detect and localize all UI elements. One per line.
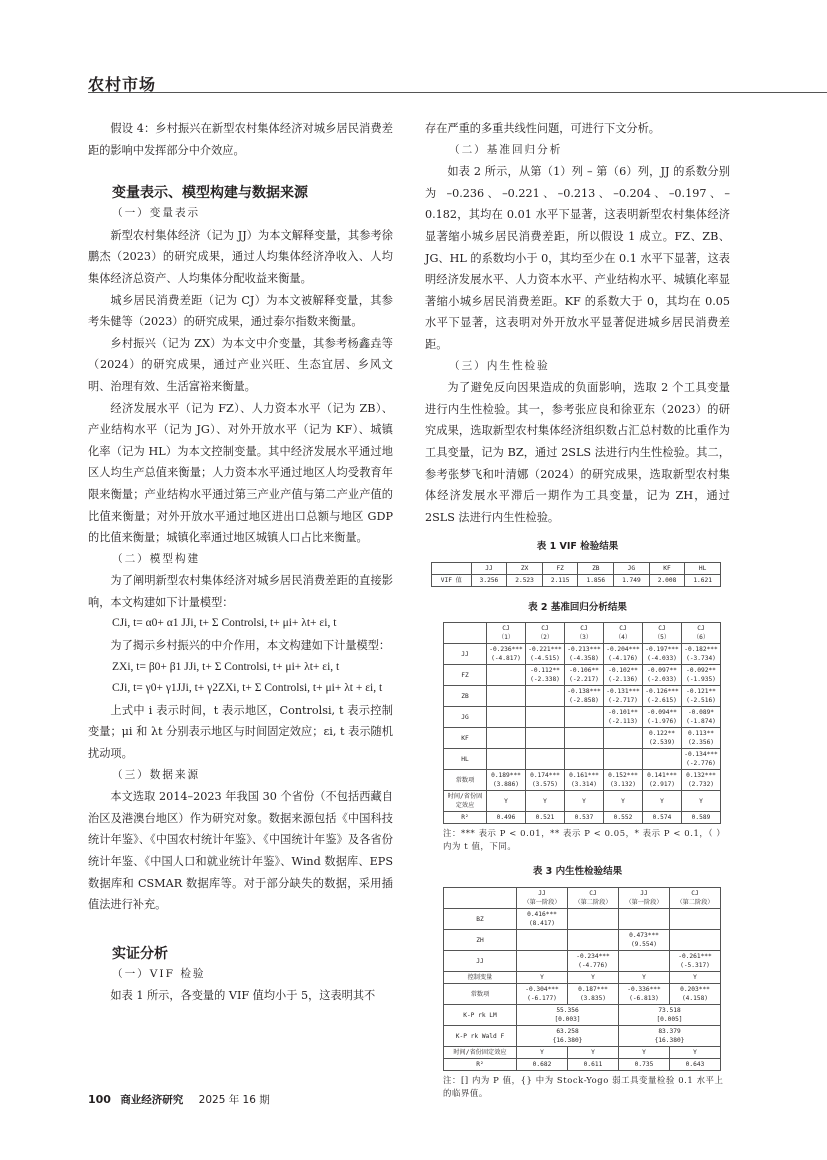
coefficient: 0.122** (648, 730, 676, 738)
coefficient: 0.473*** (629, 932, 659, 940)
row-label: JJ (444, 951, 517, 972)
table-cell: 0.643 (670, 1059, 721, 1071)
statistic: (2.732) (687, 781, 715, 789)
coefficient: -0.182*** (684, 646, 718, 654)
header-var: CJ (619, 625, 627, 633)
paragraph: 城乡居民消费差距（记为 CJ）为本文被解释变量，其参考朱健等（2023）的研究成果，通过泰尔指数来衡量。 (88, 293, 393, 329)
row-label: 时间/省份固定效应 (444, 791, 487, 812)
table-cell: Y (568, 1047, 619, 1059)
statistic: (-6.813) (629, 995, 659, 1003)
table-cell (526, 686, 565, 707)
coefficient: -0.092** (686, 667, 716, 675)
paragraph: 乡村振兴（记为 ZX）为本文中介变量，其参考杨鑫垚等（2024）的研究成果，通过产业兴旺、生态宜居、乡风文明、治理有效、生活富裕来衡量。 (88, 336, 393, 393)
row-label: HL (444, 749, 487, 770)
statistic: (-1.874) (686, 718, 716, 726)
row-label: ZB (444, 686, 487, 707)
row-label: FZ (444, 665, 487, 686)
paragraph: 经济发展水平（记为 FZ）、人力资本水平（记为 ZB）、产业结构水平（记为 JG）、对外开放水平（记为 KF）、城镇化率（记为 HL）为本文控制变量。其中经济发展水平通过地区人均生产总值来衡量；人力资本水平通过地区人均受教育年限来衡量；产业结构水平通过第三产业产值与第二产业产值的比值来衡量；对外开放水平通过地区进出口总额与地区 GDP 的比值来衡量；城镇化率通过地区城镇人口占比来衡量。 (88, 401, 393, 545)
statistic: (-2.776) (686, 760, 716, 768)
table-cell (604, 728, 643, 749)
column-header (517, 888, 568, 909)
table-cell (565, 749, 604, 770)
table-cell (604, 644, 643, 665)
coefficient: -0.102** (608, 667, 638, 675)
coefficient: -0.221*** (528, 646, 562, 654)
header-var: CJ (580, 625, 588, 633)
subheading-model: （二）模型构建 (112, 552, 201, 565)
table-cell (643, 665, 682, 686)
table-row (444, 951, 721, 972)
coefficient: -0.112** (530, 667, 560, 675)
coefficient: -0.197*** (645, 646, 679, 654)
statistic: (4.158) (681, 995, 709, 1003)
table-row (444, 686, 721, 707)
equation-2: ZXi, t= β0+ β1 JJi, t+ Σ Controlsi, t+ μi+ λt+ εi, t (112, 660, 340, 673)
coefficient: -0.094** (647, 709, 677, 717)
coefficient: -0.336*** (627, 986, 661, 994)
coefficient: -0.106** (569, 667, 599, 675)
journal-name: 商业经济研究 (120, 1094, 184, 1106)
coefficient: -0.131*** (606, 688, 640, 696)
table-cell (643, 770, 682, 791)
coefficient: 55.356 (556, 1007, 579, 1015)
table-cell (643, 728, 682, 749)
table-cell (604, 791, 643, 812)
table-cell (487, 686, 526, 707)
table-cell (487, 749, 526, 770)
table-cell (565, 791, 604, 812)
header-stage: （第一阶段） (625, 899, 663, 907)
coefficient: -0.236*** (489, 646, 523, 654)
coefficient: 83.379 (658, 1028, 681, 1036)
table-cell (565, 812, 604, 824)
table-cell: 0.611 (568, 1059, 619, 1071)
table-row (444, 707, 721, 728)
paragraph: 上式中 i 表示时间，t 表示地区，Controlsi, t 表示控制变量；μi 和 λt 分别表示地区与时间固定效应；εi, t 表示随机扰动项。 (88, 703, 393, 761)
coefficient: 0.174*** (530, 772, 560, 780)
column-header (643, 623, 682, 644)
subheading-endogeneity: （三）内生性检验 (449, 359, 550, 372)
coefficient: -0.097** (647, 667, 677, 675)
table-cell (604, 749, 643, 770)
table-cell (526, 644, 565, 665)
page-number: 100 (88, 1093, 111, 1106)
table-cell (682, 812, 721, 824)
header-stage: （第一阶段） (523, 899, 561, 907)
coefficient: Y (540, 974, 544, 982)
statistic: (-2.136) (608, 676, 638, 684)
subheading-data-source: （三）数据来源 (112, 768, 201, 781)
section-title-variables: 变量表示、模型构建与数据来源 (112, 185, 308, 202)
table-cell (487, 707, 526, 728)
statistic: (-4.033) (647, 655, 677, 663)
table-cell (643, 791, 682, 812)
table-cell (604, 770, 643, 791)
table1-caption: 表 1 VIF 检验结果 (536, 541, 619, 553)
table-cell (526, 728, 565, 749)
equation-1: CJi, t= α0+ α1 JJi, t+ Σ Controlsi, t+ μi+ λt+ εi, t (112, 617, 337, 630)
table-cell (526, 770, 565, 791)
table3-note: 注：[] 内为 P 值，{} 中为 Stock-Yogo 弱工具变量检验 0.1 水平上的临界值。 (443, 1075, 724, 1099)
table-cell (670, 930, 721, 951)
coefficient: 0.189*** (491, 772, 521, 780)
table-cell (604, 665, 643, 686)
table2-caption: 表 2 基准回归分析结果 (528, 601, 627, 613)
coefficient: 0.152*** (608, 772, 638, 780)
merged-cell (619, 1005, 721, 1026)
row-label: K-P rk Wald F (444, 1026, 517, 1047)
coefficient: -0.101** (608, 709, 638, 717)
coefficient: 73.518 (658, 1007, 681, 1015)
paragraph: 为了避免反向因果造成的负面影响，选取 2 个工具变量进行内生性检验。其一，参考张应良和徐亚东（2023）的研究成果，选取新型农村集体经济组织数占汇总村数的比重作为工具变量，记为 BZ，通过 2SLS 法进行内生性检验。其二，参考张梦飞和叶清娜（2024）的研究成果，选取新型农村集体经济发展水平滞后一期作为工具变量，记为 ZH，通过 2SLS 法进行内生性检验。 (425, 381, 730, 524)
table-cell (487, 728, 526, 749)
table-cell (682, 665, 721, 686)
hypothesis-4: 假设 4：乡村振兴在新型农村集体经济对城乡居民消费差距的影响中发挥部分中介效应。 (88, 122, 393, 157)
paragraph: 为了揭示乡村振兴的中介作用，本文构建如下计量模型： (110, 639, 391, 653)
header-var: CJ (691, 890, 699, 898)
table-cell (568, 930, 619, 951)
header-var: JJ (538, 890, 546, 898)
table-cell (517, 930, 568, 951)
row-label: JG (444, 707, 487, 728)
statistic: (-2.033) (647, 676, 677, 684)
header-col: （3） (575, 634, 593, 642)
table-header-row: JJ ZX FZ ZB JG KF HL (432, 562, 721, 574)
statistic: {16.380} (654, 1037, 685, 1045)
table-cell (517, 972, 568, 984)
coefficient: 0.187*** (578, 986, 608, 994)
statistic: [0.003] (554, 1016, 581, 1024)
equation-3: CJi, t= γ0+ γ1JJi, t+ γ2ZXi, t+ Σ Controlsi, t+ μi+ λt + εi, t (112, 682, 383, 695)
header-var: JJ (640, 890, 648, 898)
table-cell (487, 665, 526, 686)
table-cell (526, 812, 565, 824)
section-title-empirical: 实证分析 (112, 945, 168, 962)
column-header (682, 623, 721, 644)
coefficient: Y (582, 797, 586, 805)
subheading-vif: （一）VIF 检验 (112, 967, 206, 980)
table-row (444, 791, 721, 812)
header-var: CJ (589, 890, 597, 898)
coefficient: -0.213*** (567, 646, 601, 654)
header-var: CJ (541, 625, 549, 633)
table-row (444, 1005, 721, 1026)
statistic: (-2.717) (608, 697, 638, 705)
table-cell (565, 665, 604, 686)
table-cell (517, 951, 568, 972)
coefficient: 0.113** (687, 730, 715, 738)
row-label: KF (444, 728, 487, 749)
table-row: VIF 值 3.256 2.523 2.115 1.856 1.749 2.008 1.621 (432, 574, 721, 586)
coefficient: 0.496 (496, 814, 516, 822)
header-col: （2） (536, 634, 554, 642)
statistic: (-4.176) (608, 655, 638, 663)
table-cell (619, 909, 670, 930)
row-label: 常数项 (444, 770, 487, 791)
statistic: (-1.976) (647, 718, 677, 726)
row-label: 时间/省份固定效应 (444, 1047, 517, 1059)
table-row (444, 1047, 721, 1059)
header-rule (88, 92, 827, 93)
header-col: （1） (497, 634, 515, 642)
coefficient: Y (642, 974, 646, 982)
table-cell (565, 770, 604, 791)
table-cell (682, 791, 721, 812)
merged-cell (517, 1026, 619, 1047)
coefficient: 0.161*** (569, 772, 599, 780)
statistic: (-2.858) (569, 697, 599, 705)
paragraph: 新型农村集体经济（记为 JJ）为本文解释变量，其参考徐鹏杰（2023）的研究成果，通过人均集体经济净收入、人均集体经济总资产、人均集体分配收益来衡量。 (88, 228, 393, 285)
coefficient: 0.521 (535, 814, 555, 822)
statistic: (-2.113) (608, 718, 638, 726)
coefficient: Y (591, 974, 595, 982)
statistic: (3.132) (609, 781, 637, 789)
statistic: (2.539) (648, 739, 676, 747)
table-row (444, 909, 721, 930)
subheading-variables: （一）变量表示 (112, 207, 201, 220)
left-column (88, 118, 393, 1007)
statistic: (-6.177) (527, 995, 557, 1003)
table-cell (682, 728, 721, 749)
table-cell (526, 665, 565, 686)
table-cell (568, 972, 619, 984)
table-cell (604, 812, 643, 824)
column-header (619, 888, 670, 909)
coefficient: 0.552 (613, 814, 633, 822)
coefficient: 0.203*** (680, 986, 710, 994)
statistic: (3.886) (492, 781, 520, 789)
table-cell (619, 972, 670, 984)
column-header (487, 623, 526, 644)
table-cell: Y (670, 1047, 721, 1059)
coefficient: -0.089* (687, 709, 715, 717)
table-cell (568, 951, 619, 972)
table-row (444, 930, 721, 951)
table-cell (643, 686, 682, 707)
table-cell (604, 686, 643, 707)
issue-number: 2025 年 16 期 (198, 1094, 270, 1106)
coefficient: -0.234*** (576, 953, 610, 961)
header-var: CJ (697, 625, 705, 633)
statistic: (8.417) (528, 920, 556, 928)
coefficient: 0.589 (691, 814, 711, 822)
table-cell (643, 707, 682, 728)
statistic: (-4.776) (578, 962, 608, 970)
statistic: (-2.338) (530, 676, 560, 684)
row-label: 控制变量 (444, 972, 517, 984)
statistic: (-4.515) (530, 655, 560, 663)
paragraph: 本文选取 2014–2023 年我国 30 个省份（不包括西藏自治区及港澳台地区）作为研究对象。数据来源包括《中国科技统计年鉴》、《中国农村统计年鉴》、《中国统计年鉴》及各省份统计年鉴、《中国人口和就业统计年鉴》、Wind 数据库、EPS 数据库和 CSMAR 数据库等。对于部分缺失的数据，采用插值法进行补充。 (88, 790, 393, 912)
table3-endogeneity (443, 887, 721, 1071)
statistic: (3.314) (570, 781, 598, 789)
table-cell (682, 707, 721, 728)
column-header (444, 888, 517, 909)
coefficient: -0.304*** (525, 986, 559, 994)
table-cell (670, 972, 721, 984)
table-cell (643, 812, 682, 824)
coefficient: Y (543, 797, 547, 805)
header-stage: （第二阶段） (676, 899, 714, 907)
statistic: (-2.615) (647, 697, 677, 705)
coefficient: 0.574 (652, 814, 672, 822)
subheading-baseline: （二）基准回归分析 (449, 143, 563, 156)
header-var: CJ (658, 625, 666, 633)
row-label: ZH (444, 930, 517, 951)
table2-baseline (443, 622, 721, 824)
table-row (444, 644, 721, 665)
statistic: (-2.516) (686, 697, 716, 705)
statistic: (2.356) (687, 739, 715, 747)
table-cell: 0.682 (517, 1059, 568, 1071)
coefficient: -0.138*** (567, 688, 601, 696)
column-header (604, 623, 643, 644)
column-header (565, 623, 604, 644)
statistic: (2.917) (648, 781, 676, 789)
coefficient: 0.416*** (527, 911, 557, 919)
table-cell (568, 984, 619, 1005)
right-column (425, 118, 730, 1100)
statistic: {16.380} (552, 1037, 583, 1045)
table-cell (517, 984, 568, 1005)
table-cell (517, 909, 568, 930)
table-cell (568, 909, 619, 930)
row-label: JJ (444, 644, 487, 665)
table-cell (682, 644, 721, 665)
table-cell: 0.735 (619, 1059, 670, 1071)
table-row (444, 1026, 721, 1047)
paragraph: 如表 1 所示，各变量的 VIF 值均小于 5，这表明其不 (110, 989, 376, 1003)
coefficient: 0.132*** (686, 772, 716, 780)
statistic: (3.835) (579, 995, 607, 1003)
statistic: (-5.317) (680, 962, 710, 970)
table-cell (487, 644, 526, 665)
coefficient: Y (699, 797, 703, 805)
table-header-row (444, 888, 721, 909)
statistic: (-4.358) (569, 655, 599, 663)
statistic: (3.575) (531, 781, 559, 789)
header-col: （6） (692, 634, 710, 642)
row-label: R² (444, 1059, 517, 1071)
coefficient: -0.121** (686, 688, 716, 696)
table-row (444, 770, 721, 791)
table-cell (565, 644, 604, 665)
coefficient: Y (693, 974, 697, 982)
table-cell (619, 984, 670, 1005)
coefficient: Y (621, 797, 625, 805)
coefficient: 0.141*** (647, 772, 677, 780)
table-cell (670, 909, 721, 930)
statistic: (-3.734) (686, 655, 716, 663)
table-cell (670, 951, 721, 972)
table-cell: Y (517, 1047, 568, 1059)
header-col: （4） (614, 634, 632, 642)
column-header (670, 888, 721, 909)
statistic: (-2.217) (569, 676, 599, 684)
table3-caption: 表 3 内生性检验结果 (532, 866, 623, 878)
column-header (568, 888, 619, 909)
table-cell (526, 707, 565, 728)
table-row (444, 728, 721, 749)
column-header (444, 623, 487, 644)
table-cell (487, 770, 526, 791)
row-label: BZ (444, 909, 517, 930)
statistic: [0.005] (656, 1016, 683, 1024)
table-cell (604, 707, 643, 728)
coefficient: 63.258 (556, 1028, 579, 1036)
table-cell (619, 930, 670, 951)
statistic: (9.554) (630, 941, 658, 949)
statistic: (-4.817) (491, 655, 521, 663)
coefficient: -0.261*** (678, 953, 712, 961)
page-footer (88, 1092, 270, 1107)
merged-cell (619, 1026, 721, 1047)
table-cell (643, 749, 682, 770)
table-cell (565, 686, 604, 707)
section-header: 农村市场 (88, 75, 157, 94)
table-cell (682, 686, 721, 707)
paragraph: 存在严重的多重共线性问题，可进行下文分析。 (425, 122, 660, 135)
coefficient: -0.126*** (645, 688, 679, 696)
table-row (444, 749, 721, 770)
header-stage: （第二阶段） (574, 899, 612, 907)
row-label: K-P rk LM (444, 1005, 517, 1026)
table-cell (619, 951, 670, 972)
merged-cell (517, 1005, 619, 1026)
table-cell (670, 984, 721, 1005)
column-header (526, 623, 565, 644)
table1-vif (431, 562, 721, 587)
table-cell (643, 644, 682, 665)
table-cell (682, 770, 721, 791)
row-label: 常数项 (444, 984, 517, 1005)
table-cell (487, 791, 526, 812)
coefficient: Y (660, 797, 664, 805)
table-row (444, 812, 721, 824)
table-row (444, 984, 721, 1005)
table2-note: 注：*** 表示 P < 0.01，** 表示 P < 0.05，* 表示 P < 0.1，（ ）内为 t 值，下同。 (443, 828, 726, 852)
table-row (444, 665, 721, 686)
table-cell (565, 728, 604, 749)
table-cell (565, 707, 604, 728)
table-header-row (444, 623, 721, 644)
table-cell (487, 812, 526, 824)
table-row (444, 972, 721, 984)
statistic: (-1.935) (686, 676, 716, 684)
header-col: （5） (653, 634, 671, 642)
table-cell: Y (619, 1047, 670, 1059)
table-cell (526, 791, 565, 812)
coefficient: -0.204*** (606, 646, 640, 654)
table-row (444, 1059, 721, 1071)
paragraph: 如表 2 所示，从第（1）列 – 第（6）列，JJ 的系数分别为 –0.236、–0.221、–0.213、–0.204、–0.197、–0.182，其均在 0.01 水平下显著，这表明新型农村集体经济显著缩小城乡居民消费差距，所以假设 1 成立。FZ、ZB、JG、HL 的系数均小于 0，其均至少在 0.1 水平下显著，这表明经济发展水平、人力资本水平、产业结构水平、城镇化率显著缩小城乡居民消费差距。KF 的系数大于 0，其均在 0.05 水平下显著，这表明对外开放水平显著促进城乡居民消费差距。 (425, 165, 730, 351)
coefficient: Y (504, 797, 508, 805)
coefficient: -0.134*** (684, 751, 718, 759)
row-label: R² (444, 812, 487, 824)
coefficient: 0.537 (574, 814, 594, 822)
header-var: CJ (502, 625, 510, 633)
table-cell (526, 749, 565, 770)
paragraph: 为了阐明新型农村集体经济对城乡居民消费差距的直接影响，本文构建如下计量模型： (88, 574, 393, 609)
table-cell (682, 749, 721, 770)
